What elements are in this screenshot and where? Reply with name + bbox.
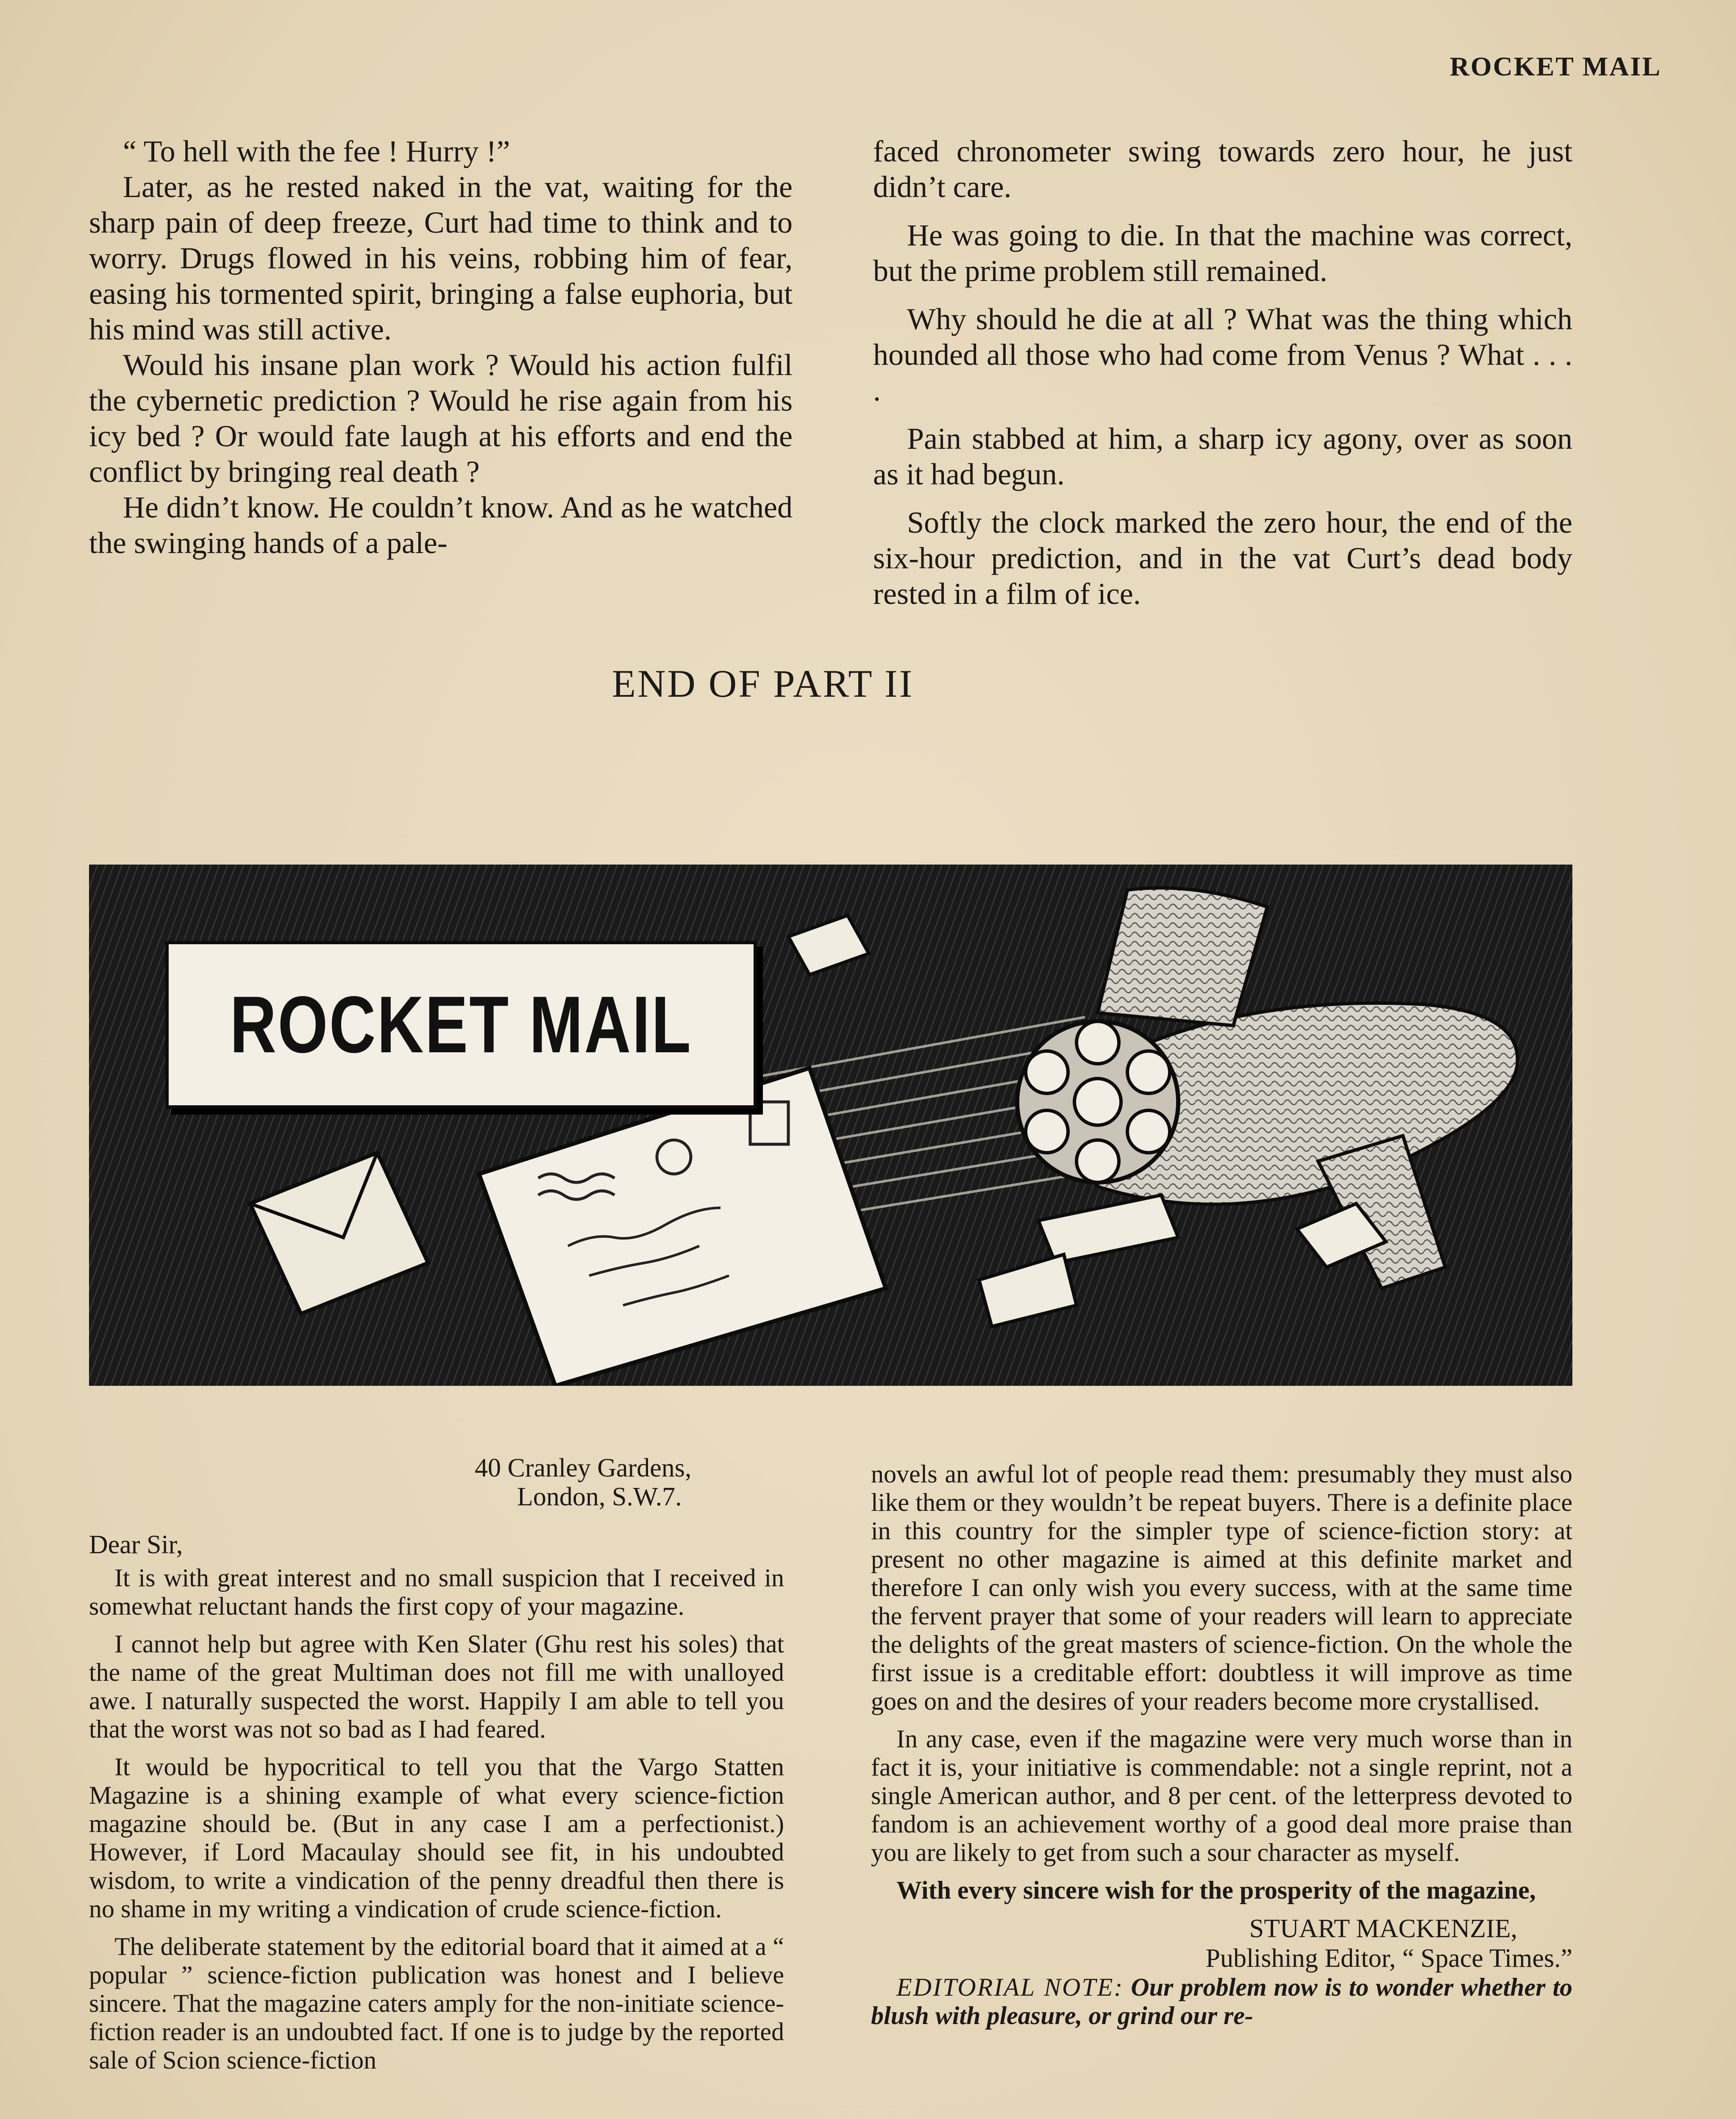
story-column-left bbox=[89, 133, 793, 561]
story-paragraph: faced chronometer swing towards zero hour, he just didn’t care. bbox=[873, 134, 1572, 204]
letter-paragraph: The deliberate statement by the editorial board that it aimed at a “ popular ” science-fiction publication was honest and I believe sincere. That the magazine caters amply for the non-initiate science-fiction reader is an undoubted fact. If one is to judge by the reported sale of Scion science-fiction bbox=[89, 1933, 784, 2074]
rocket-mail-title: ROCKET MAIL bbox=[230, 980, 693, 1070]
story-paragraph: Pain stabbed at him, a sharp icy agony, over as soon as it had begun. bbox=[873, 422, 1572, 491]
story-paragraph: Why should he die at all ? What was the thing which hounded all those who had come from Venus ? What . . . . bbox=[873, 302, 1572, 407]
rocket-mail-sign bbox=[165, 941, 757, 1109]
letter-signature bbox=[871, 1914, 1572, 1973]
editorial-note bbox=[871, 1973, 1572, 2030]
story-paragraph: Later, as he rested naked in the vat, waiting for the sharp pain of deep freeze, Curt had time to think and to worry. Drugs flowed in his veins, robbing him of fear, easing his tormented spirit, bringing a false euphoria, but his mind was still active. bbox=[89, 170, 793, 346]
end-of-part-heading: END OF PART II bbox=[612, 662, 914, 705]
signature-title: Publishing Editor, “ Space Times.” bbox=[1205, 1944, 1572, 1973]
signature-name: STUART MACKENZIE, bbox=[1249, 1914, 1517, 1943]
story-paragraph: He was going to die. In that the machine was correct, but the prime problem still remained. bbox=[873, 218, 1572, 288]
address-line: London, S.W.7. bbox=[517, 1482, 682, 1511]
editorial-note-text: Our problem now is to wonder whether to blush with pleasure, or grind our re- bbox=[871, 1973, 1572, 2030]
letter-paragraph: I cannot help but agree with Ken Slater (Ghu rest his soles) that the name of the great Multiman does not fill me with unalloyed awe. I naturally suspected the worst. Happily I am able to tell you that the worst was not so bad as I had feared. bbox=[89, 1630, 784, 1743]
letter-paragraph: novels an awful lot of people read them: presumably they must also like them or they wouldn’t be repeat buyers. There is a definite place in this country for the simpler type of science-fiction story: at present no other magazine is aimed at this definite market and therefore I can only wish you every success, with at the same time the fervent prayer that some of your readers will learn to appreciate the delights of the great masters of science-fiction. On the whole the first issue is a creditable effort: doubtless it will improve as time goes on and the desires of your readers become more crystallised. bbox=[871, 1460, 1572, 1715]
rocket-mail-illustration bbox=[89, 865, 1572, 1386]
letter-paragraph: In any case, even if the magazine were very much worse than in fact it is, your initiative is commendable: not a single reprint, not a single American author, and 8 per cent. of the letterpress devoted to fandom is an achievement worthy of a good deal more praise than you are likely to get from such a sour character as myself. bbox=[871, 1725, 1572, 1866]
letter-salutation: Dear Sir, bbox=[89, 1530, 183, 1559]
story-paragraph: Would his insane plan work ? Would his action fulfil the cybernetic prediction ? Would he rise again from his icy bed ? Or would fate laugh at his efforts and end the conflict by bringing real death ? bbox=[89, 348, 793, 489]
sender-address bbox=[475, 1454, 771, 1511]
letter-paragraph: With every sincere wish for the prosperity of the magazine, bbox=[896, 1876, 1536, 1904]
story-paragraph: “ To hell with the fee ! Hurry !” bbox=[123, 134, 510, 168]
story-paragraph: He didn’t know. He couldn’t know. And as he watched the swinging hands of a pale- bbox=[89, 490, 793, 560]
letter-paragraph: It would be hypocritical to tell you that the Vargo Statten Magazine is a shining example of what every science-fiction magazine should be. (But in any case I am a perfectionist.) However, if Lord Macaulay should see fit, in his undoubted wisdom, to write a vindication of the penny dreadful then there is no shame in my writing a vindication of crude science-fiction. bbox=[89, 1753, 784, 1923]
letter-paragraph: It is with great interest and no small suspicion that I received in somewhat reluctant hands the first copy of your magazine. bbox=[89, 1564, 784, 1620]
letter-column-left bbox=[89, 1564, 784, 2084]
story-column-right bbox=[873, 133, 1572, 624]
story-paragraph: Softly the clock marked the zero hour, the end of the six-hour prediction, and in the vat Curt’s dead body rested in a film of ice. bbox=[873, 506, 1572, 611]
letter-column-right bbox=[871, 1460, 1572, 2039]
editorial-note-label: EDITORIAL NOTE: bbox=[896, 1973, 1124, 2001]
address-line: 40 Cranley Gardens, bbox=[475, 1454, 692, 1482]
running-head: ROCKET MAIL bbox=[1449, 51, 1661, 81]
